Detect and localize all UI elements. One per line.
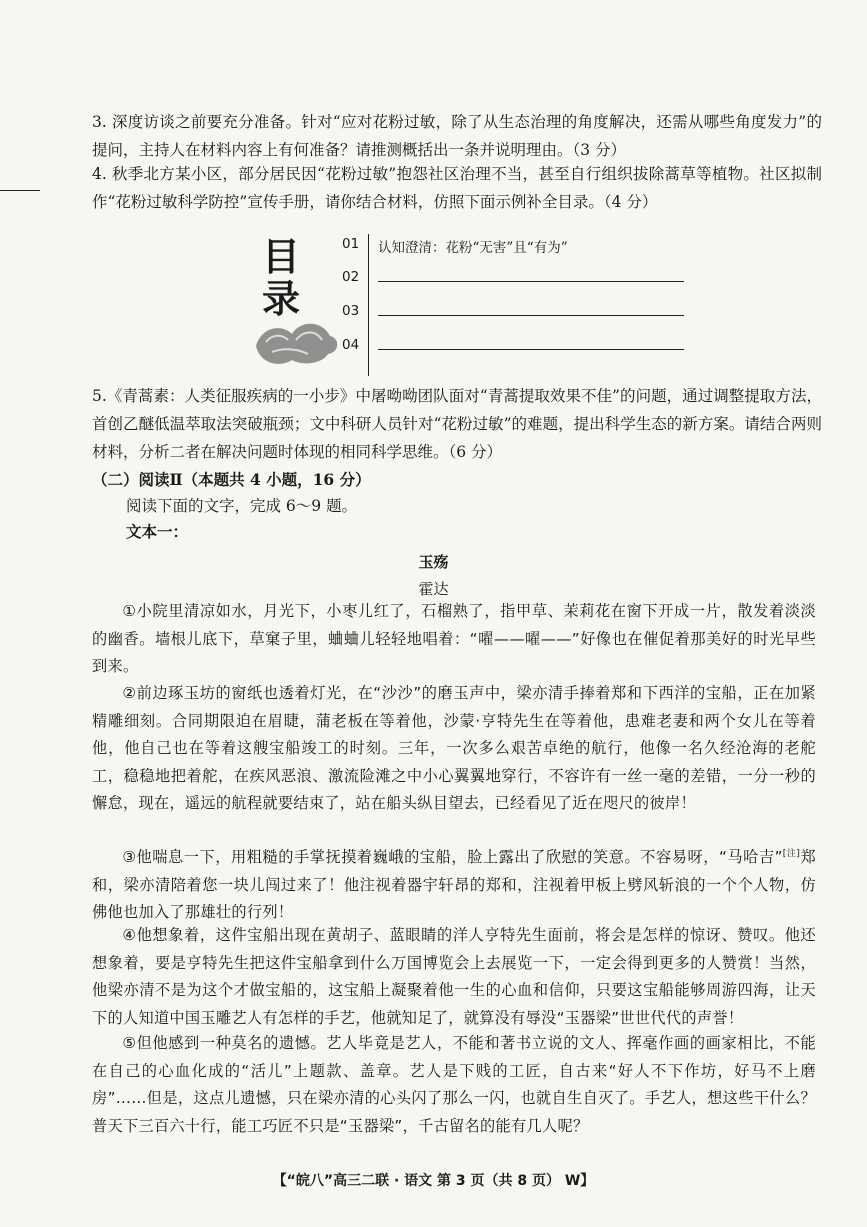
toc-answer-blank[interactable] bbox=[378, 349, 684, 350]
toc-row-number: 02 bbox=[342, 269, 360, 285]
section-heading: （二）阅读Ⅱ（本题共 4 小题，16 分） bbox=[92, 470, 371, 489]
text-label: 文本一： bbox=[126, 522, 189, 541]
toc-row-text: 认知澄清：花粉“无害”且“有为” bbox=[378, 240, 568, 256]
page-footer: 【“皖八”高三二联 · 语文 第 3 页（共 8 页） W】 bbox=[272, 1173, 595, 1189]
toc-title-bottom: 录 bbox=[262, 277, 301, 321]
passage-title: 玉殇 bbox=[418, 553, 449, 571]
paragraph-3-part-b: 郑和，梁亦清陪着您一块儿闯过来了！他注视着器宇轩昂的郑和，注视着甲板上劈风斩浪的一个个人物，仿佛他也加入了那雄壮的行列！ bbox=[92, 848, 816, 922]
paragraph-3 bbox=[92, 841, 816, 927]
toc-row-04 bbox=[342, 337, 702, 359]
toc-answer-blank[interactable] bbox=[378, 315, 684, 316]
paragraph-3-part-a: ③他喘息一下，用粗糙的手掌抚摸着巍峨的宝船，脸上露出了欣慰的笑意。不容易呀，“马哈吉” bbox=[122, 848, 783, 866]
question-5: 5.《青蒿素：人类征服疾病的一小步》中屠呦呦团队面对“青蒿提取效果不佳”的问题，通过调整提取方法，首创乙醚低温萃取法突破瓶颈；文中科研人员针对“花粉过敏”的难题，提出科学生态的新方案。请结合两则材料，分析二者在解决问题时体现的相同科学思维。（6 分） bbox=[92, 387, 822, 461]
reading-instruction: 阅读下面的文字，完成 6～9 题。 bbox=[126, 497, 358, 515]
toc-answer-blank[interactable] bbox=[378, 281, 684, 282]
margin-mark bbox=[0, 190, 40, 191]
paragraph-2: ②前边琢玉坊的窗纸也透着灯光，在“沙沙”的磨玉声中，梁亦清手捧着郑和下西洋的宝船，正在加紧精雕细刻。合同期限迫在眉睫，蒲老板在等着他，沙蒙·亨特先生在等着他，患难老妻和两个女儿在等着他，他自己也在等着这艘宝船竣工的时刻。三年，一次多么艰苦卓绝的航行，他像一名久经沧海的老舵工，稳稳地把着舵，在疾风恶浪、激流险滩之中小心翼翼地穿行，不容许有一丝一毫的差错，一分一秒的懈怠，现在，遥远的航程就要结束了，站在船头纵目望去，已经看见了近在咫尺的彼岸！ bbox=[92, 684, 816, 813]
toc-row-02 bbox=[342, 269, 702, 291]
paragraph-1: ①小院里清凉如水，月光下，小枣儿红了，石榴熟了，指甲草、茉莉花在窗下开成一片，散发着淡淡的幽香。墙根儿底下，草窠子里，蛐蛐儿轻轻地唱着：“嚁——嚁——”好像也在催促着那美好的时光早些到来。 bbox=[92, 602, 816, 676]
toc-row-number: 03 bbox=[342, 303, 360, 319]
question-3: 3. 深度访谈之前要充分准备。针对“应对花粉过敏，除了从生态治理的角度解决，还需从哪些角度发力”的提问，主持人在材料内容上有何准备？请推测概括出一条并说明理由。（3 分） bbox=[92, 113, 822, 159]
paragraph-5: ⑤但他感到一种莫名的遗憾。艺人毕竟是艺人，不能和著书立说的文人、挥毫作画的画家相比，不能在自己的心血化成的“活儿”上题款、盖章。艺人是下贱的工匠，自古来“好人不下作坊，好马不上磨房”……但是，这点儿遗憾，只在梁亦清的心头闪了那么一闪，也就自生自灭了。手艺人，想这些干什么？普天下三百六十行，能工巧匠不只是“玉器梁”，千古留名的能有几人呢？ bbox=[92, 1034, 816, 1135]
toc-row-03 bbox=[342, 303, 702, 325]
toc-title-top: 目 bbox=[262, 235, 301, 279]
cloud-decoration-icon bbox=[252, 306, 340, 370]
toc-row-number: 01 bbox=[342, 236, 360, 252]
footnote-marker[interactable]: [注] bbox=[782, 849, 801, 859]
table-of-contents-example bbox=[250, 226, 710, 376]
toc-row-01 bbox=[342, 236, 702, 258]
paragraph-4: ④他想象着，这件宝船出现在黄胡子、蓝眼睛的洋人亨特先生面前，将会是怎样的惊讶、赞叹。他还想象着，要是亨特先生把这件宝船拿到什么万国博览会上去展览一下，一定会得到更多的人赞赏！当然，他梁亦清不是为这个才做宝船的，这宝船上凝聚着他一生的心血和信仰，只要这宝船能够周游四海，让天下的人知道中国玉雕艺人有怎样的手艺，他就知足了，就算没有辱没“玉器梁”世世代代的声誉！ bbox=[92, 926, 816, 1027]
toc-row-number: 04 bbox=[342, 337, 360, 353]
question-4: 4. 秋季北方某小区，部分居民因“花粉过敏”抱怨社区治理不当，甚至自行组织拔除蒿草等植物。社区拟制作“花粉过敏科学防控”宣传手册，请你结合材料，仿照下面示例补全目录。（4 分） bbox=[92, 165, 822, 211]
passage-author: 霍达 bbox=[418, 580, 449, 598]
